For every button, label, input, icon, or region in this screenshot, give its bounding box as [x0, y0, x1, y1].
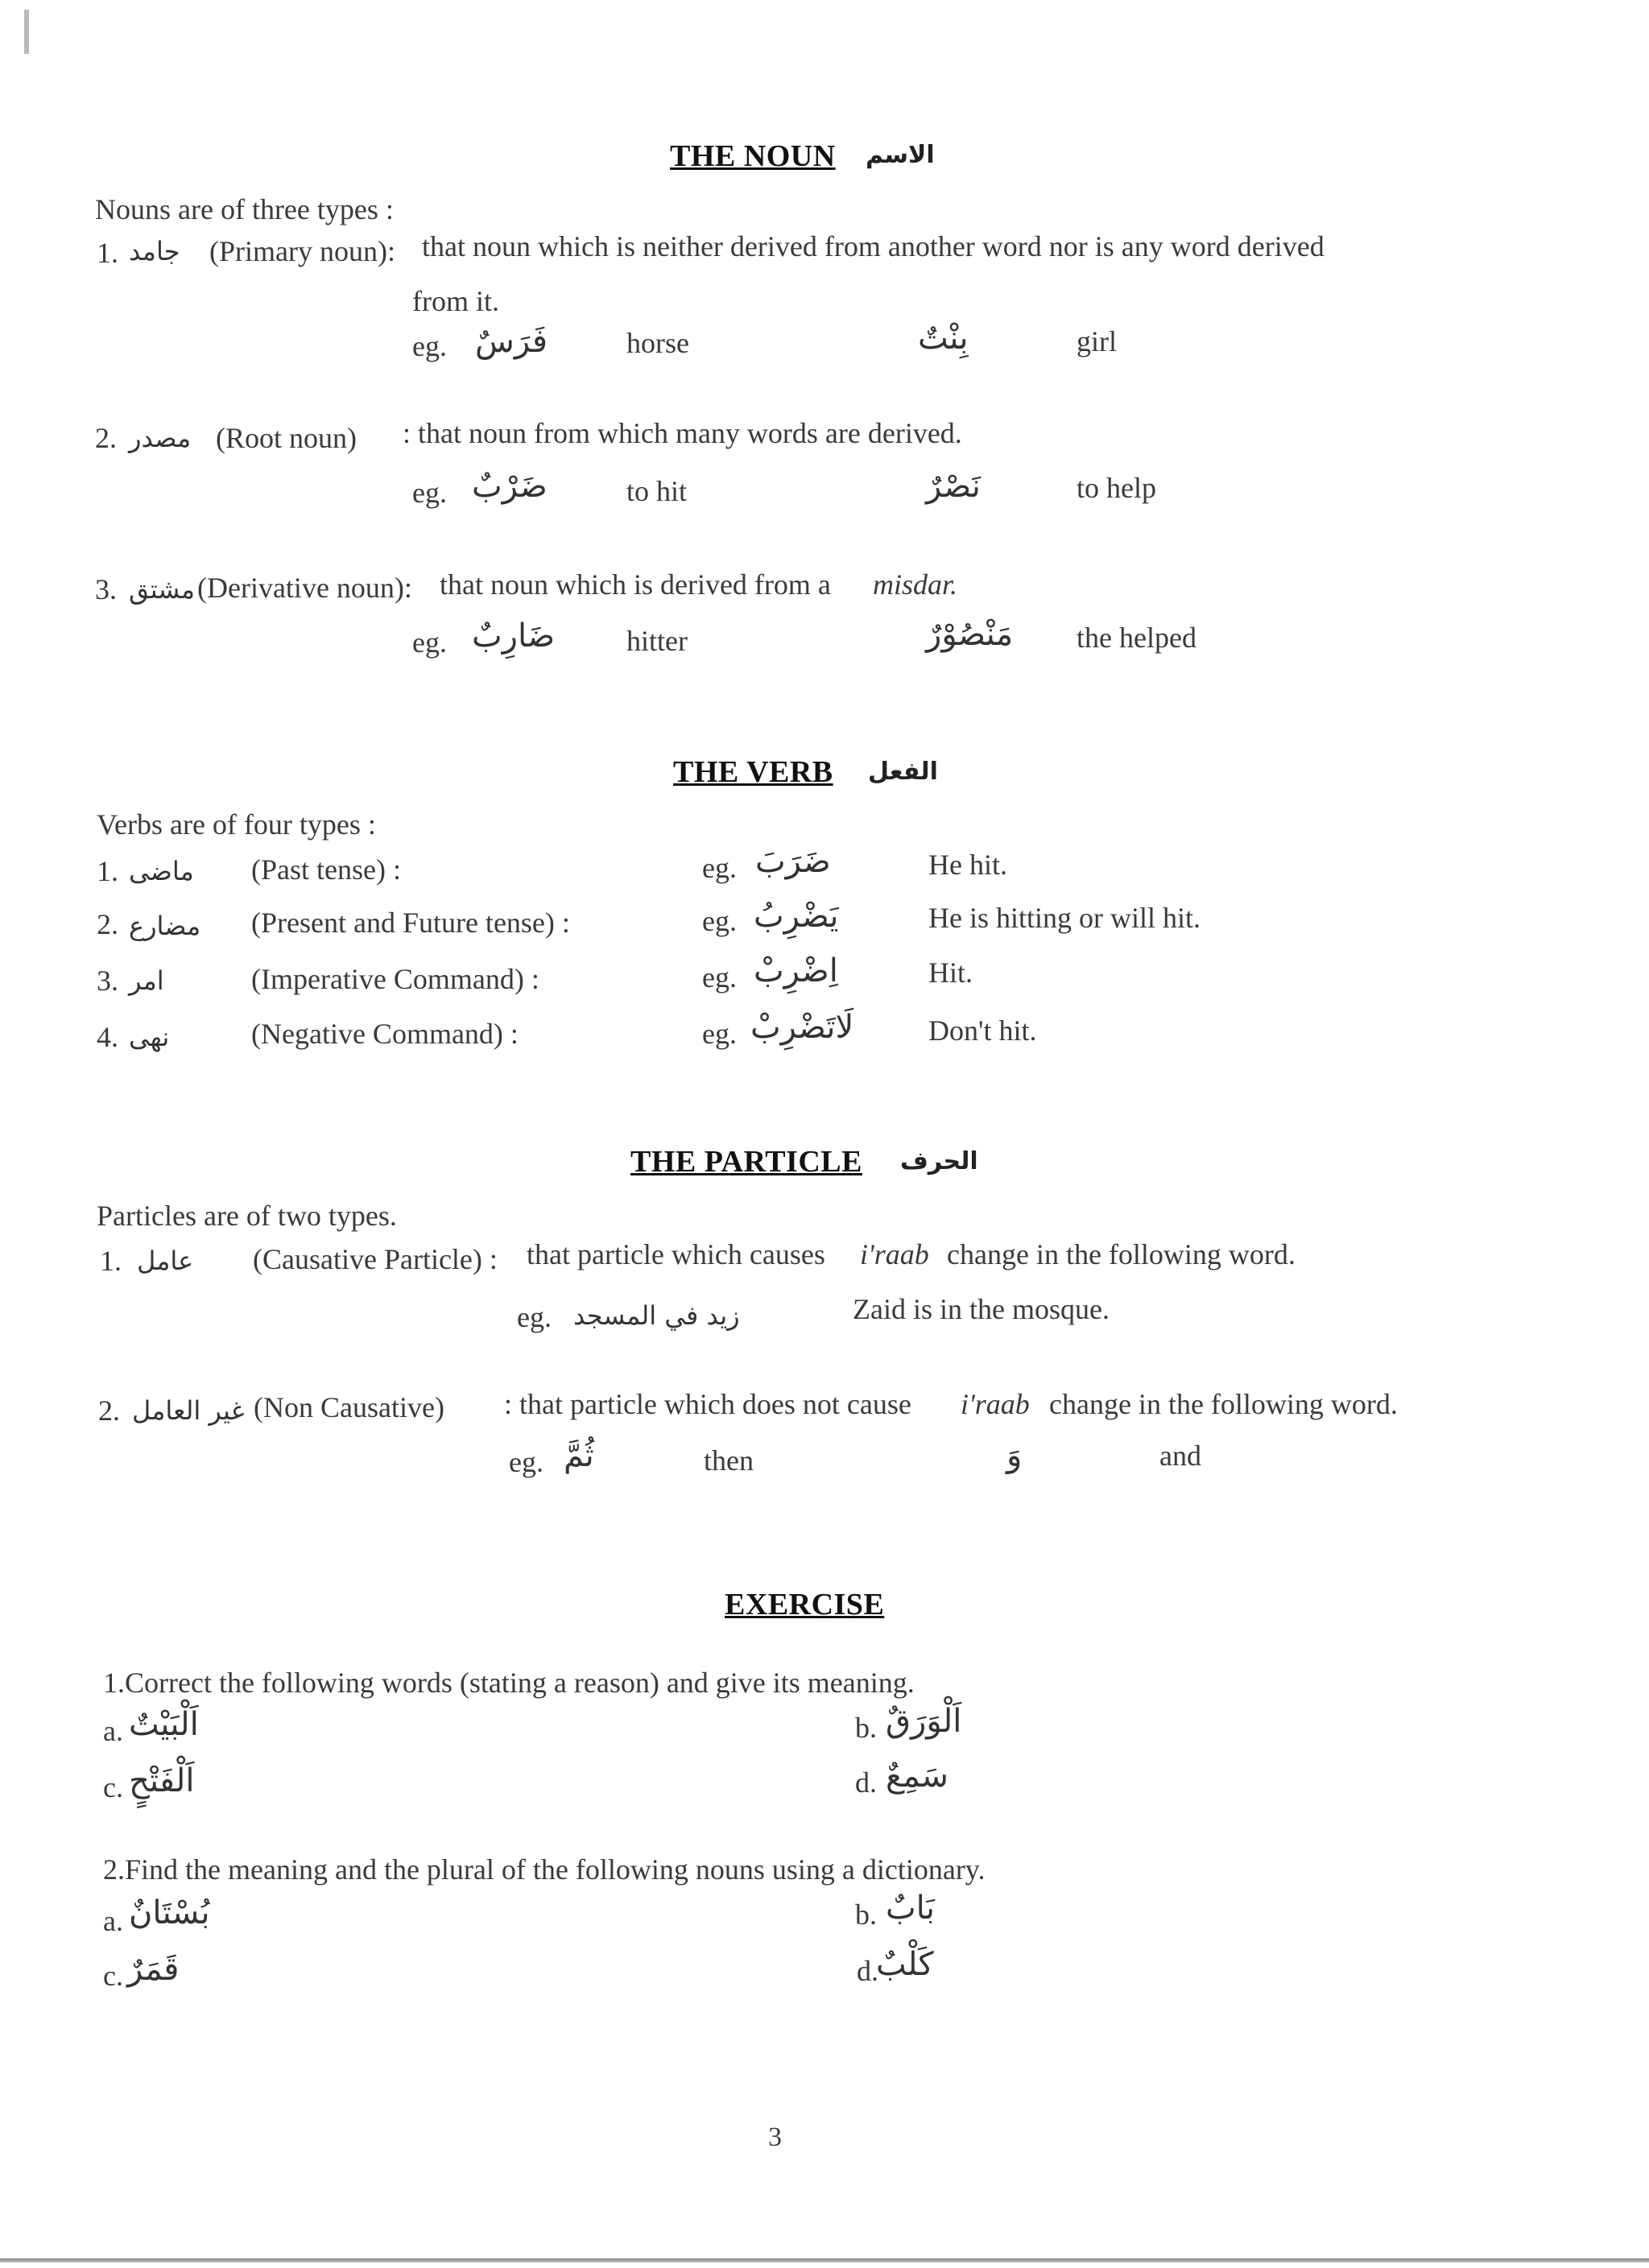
- noun-item2-example2-meaning: to help: [1077, 472, 1156, 504]
- particle-item2-example1-meaning: then: [704, 1444, 754, 1477]
- noun-item2-example2-arabic: نَصْرٌ: [926, 468, 981, 505]
- verb-row-arabic: امر: [129, 965, 164, 996]
- verb-row-meaning: He is hitting or will hit.: [928, 902, 1201, 934]
- verb-row-example-arabic: ضَرَبَ: [755, 843, 831, 880]
- exercise-heading: EXERCISE: [725, 1588, 885, 1621]
- verb-row-eg: eg.: [702, 905, 737, 937]
- noun-item3-eg: eg.: [412, 626, 447, 659]
- exercise-q1-a-arabic: اَلْبَيْتٌ: [129, 1706, 199, 1743]
- noun-item1-text: that noun which is neither derived from another word nor is any word derived: [422, 230, 1325, 262]
- noun-item3-example2-arabic: مَنْصُوْرٌ: [926, 616, 1014, 653]
- exercise-q1-d-label: d.: [855, 1766, 877, 1799]
- noun-item2-text: : that noun from which many words are derived.: [403, 417, 962, 449]
- verb-row-label: (Negative Command) :: [251, 1018, 519, 1050]
- verb-intro: Verbs are of four types :: [97, 808, 376, 841]
- particle-item1-label: (Causative Particle) :: [253, 1243, 498, 1275]
- exercise-q2-c-arabic: قَمَرٌ: [127, 1951, 180, 1988]
- verb-row-num: 4.: [97, 1021, 118, 1053]
- exercise-q2-d-arabic: كَلْبٌ: [876, 1946, 934, 1983]
- verb-row-num: 2.: [97, 908, 118, 940]
- page-number: 3: [768, 2122, 782, 2152]
- verb-row-label: (Present and Future tense) :: [251, 907, 570, 939]
- exercise-q1-b-label: b.: [855, 1712, 877, 1744]
- verb-row-eg: eg.: [702, 961, 737, 994]
- bottom-rule: [0, 2258, 1649, 2262]
- noun-item3-term: misdar.: [873, 568, 958, 601]
- verb-heading-arabic: الفعل: [868, 758, 938, 786]
- exercise-q2-b-arabic: بَابٌ: [886, 1890, 935, 1927]
- exercise-q1-c-arabic: اَلْفَتْحٍ: [129, 1762, 195, 1799]
- exercise-q1-c-label: c.: [103, 1771, 123, 1803]
- verb-row-example-arabic: يَضْرِبُ: [754, 898, 839, 935]
- particle-intro: Particles are of two types.: [97, 1200, 397, 1232]
- verb-row-arabic: نهى: [129, 1022, 170, 1052]
- particle-item2-text-cont: change in the following word.: [1049, 1388, 1398, 1420]
- particle-item1-arabic: عامل: [137, 1246, 194, 1276]
- verb-row-eg: eg.: [702, 852, 737, 884]
- exercise-q1-d-arabic: سَمِعٌ: [886, 1758, 948, 1795]
- noun-item2-example1-meaning: to hit: [626, 475, 688, 507]
- particle-heading: THE PARTICLE: [630, 1145, 862, 1179]
- noun-item2-label: (Root noun): [216, 422, 357, 454]
- verb-row-arabic: ماضى: [129, 856, 194, 886]
- noun-heading-arabic: الاسم: [866, 141, 935, 169]
- particle-item1-text-cont: change in the following word.: [947, 1238, 1296, 1270]
- noun-intro: Nouns are of three types :: [95, 193, 394, 225]
- particle-item2-example2-arabic: وَ: [1006, 1437, 1023, 1474]
- verb-row-eg: eg.: [702, 1018, 737, 1050]
- particle-item2-text: : that particle which does not cause: [504, 1388, 911, 1420]
- noun-item3-text: that noun which is derived from a: [440, 568, 831, 601]
- particle-item2-label: (Non Causative): [254, 1391, 444, 1423]
- verb-row-label: (Past tense) :: [251, 853, 401, 886]
- particle-heading-arabic: الحرف: [900, 1147, 978, 1175]
- particle-item1-term: i'raab: [860, 1238, 929, 1270]
- verb-row-num: 3.: [97, 965, 118, 997]
- exercise-q1-a-label: a.: [103, 1715, 123, 1747]
- verb-row-meaning: Hit.: [928, 956, 973, 989]
- exercise-q1: 1.Correct the following words (stating a reason) and give its meaning.: [103, 1667, 915, 1699]
- particle-item1-example-arabic: زيد في المسجد: [573, 1300, 740, 1331]
- particle-item2-term: i'raab: [961, 1388, 1030, 1420]
- noun-item2-eg: eg.: [412, 477, 447, 509]
- noun-item3-num: 3.: [95, 573, 117, 605]
- noun-item1-label: (Primary noun):: [209, 235, 395, 267]
- noun-item1-example1-meaning: horse: [626, 327, 689, 359]
- verb-row-arabic: مضارع: [129, 911, 201, 941]
- noun-item1-eg: eg.: [412, 330, 447, 362]
- exercise-q2-d-label: d.: [857, 1955, 878, 1987]
- noun-item1-example2-meaning: girl: [1077, 325, 1117, 357]
- exercise-q2: 2.Find the meaning and the plural of the following nouns using a dictionary.: [103, 1853, 986, 1886]
- verb-heading: THE VERB: [673, 755, 833, 789]
- noun-item2-arabic: مصدر: [129, 423, 192, 453]
- noun-item2-num: 2.: [95, 422, 117, 454]
- exercise-q2-a-arabic: بُسْتَانٌ: [129, 1894, 210, 1931]
- exercise-q2-a-label: a.: [103, 1905, 123, 1937]
- exercise-q1-b-arabic: اَلْوَرَقٌ: [886, 1703, 962, 1740]
- exercise-q2-c-label: c.: [103, 1960, 123, 1992]
- noun-item1-text-cont: from it.: [412, 285, 499, 317]
- noun-item2-example1-arabic: ضَرْبٌ: [472, 468, 548, 505]
- scan-mark: [24, 10, 29, 54]
- noun-item1-example2-arabic: بِنْتٌ: [918, 320, 969, 357]
- noun-item3-example2-meaning: the helped: [1077, 622, 1196, 654]
- noun-item3-example1-meaning: hitter: [626, 625, 688, 657]
- verb-row-meaning: Don't hit.: [928, 1014, 1037, 1047]
- verb-row-meaning: He hit.: [928, 849, 1007, 881]
- noun-item3-label: (Derivative noun):: [197, 572, 412, 604]
- verb-row-example-arabic: اِضْرِبْ: [754, 952, 838, 989]
- noun-item3-example1-arabic: ضَارِبٌ: [472, 618, 556, 655]
- particle-item2-arabic: غير العامل: [132, 1395, 245, 1426]
- verb-row-example-arabic: لَاتَضْرِبْ: [750, 1009, 854, 1046]
- verb-row-label: (Imperative Command) :: [251, 963, 539, 995]
- particle-item2-eg: eg.: [509, 1446, 543, 1478]
- noun-item1-num: 1.: [97, 237, 118, 269]
- noun-item3-arabic: مشتق: [129, 574, 196, 605]
- noun-item1-arabic: جامد: [129, 236, 180, 266]
- particle-item2-example1-arabic: ثُمَّ: [564, 1437, 594, 1474]
- particle-item2-num: 2.: [98, 1394, 120, 1427]
- particle-item1-text: that particle which causes: [527, 1238, 825, 1270]
- particle-item2-example2-meaning: and: [1159, 1440, 1201, 1472]
- noun-heading: THE NOUN: [670, 139, 836, 173]
- verb-row-num: 1.: [97, 855, 118, 887]
- noun-item1-example1-arabic: فَرَسٌ: [475, 323, 548, 360]
- particle-item1-eg: eg.: [517, 1301, 552, 1333]
- particle-item1-num: 1.: [100, 1245, 122, 1277]
- particle-item1-example-meaning: Zaid is in the mosque.: [853, 1293, 1110, 1325]
- exercise-q2-b-label: b.: [855, 1898, 877, 1931]
